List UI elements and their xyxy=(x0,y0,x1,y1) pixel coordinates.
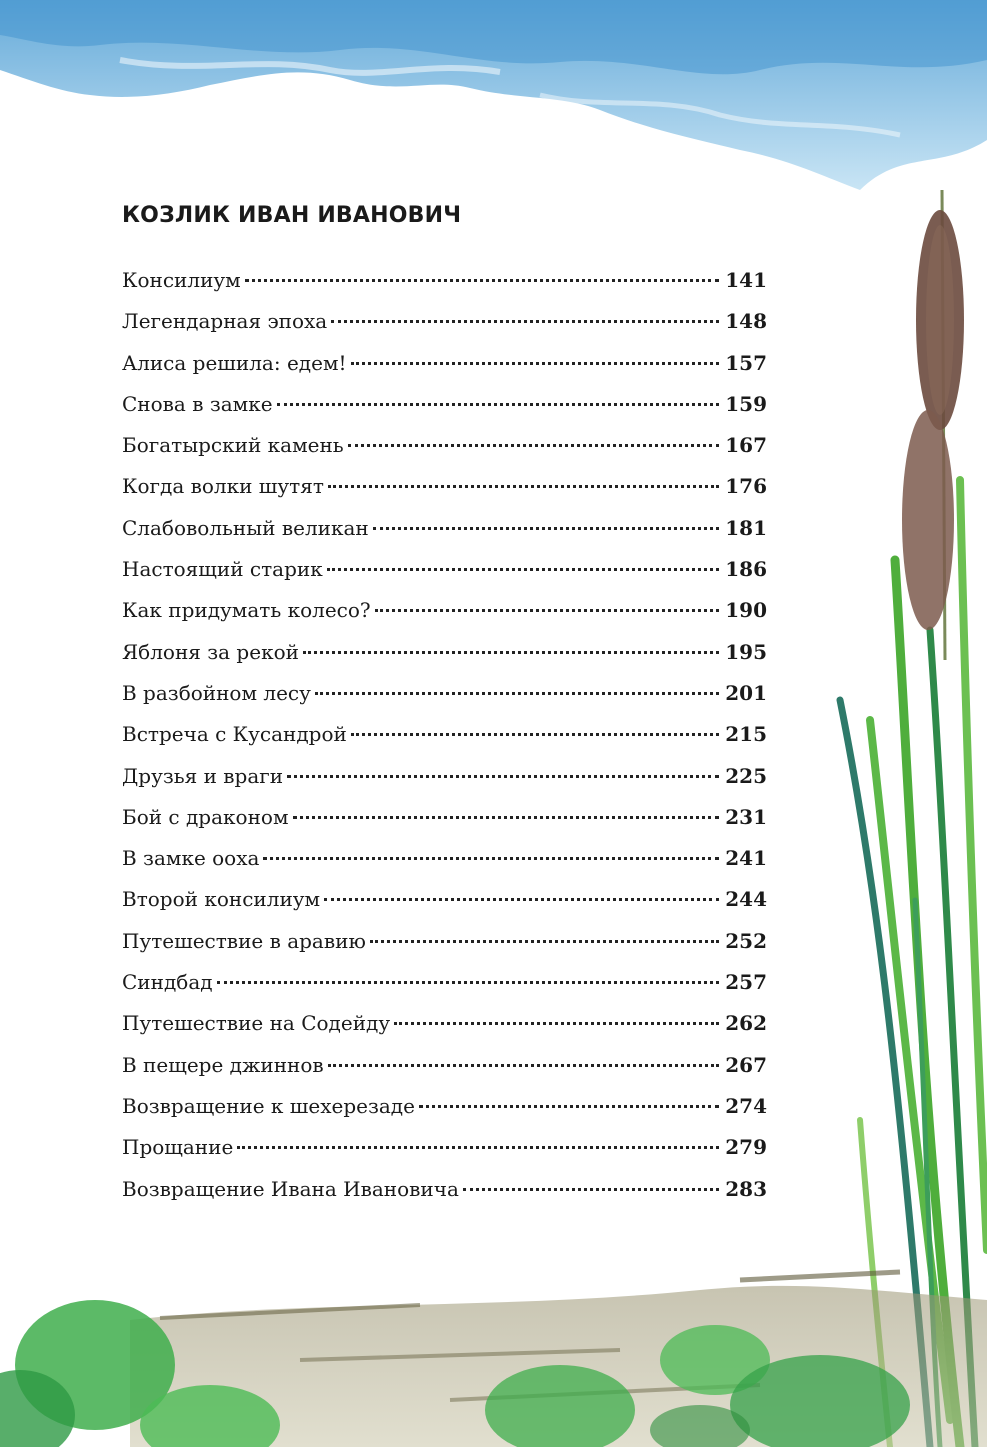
toc-entry[interactable] xyxy=(122,388,767,429)
toc-entry[interactable] xyxy=(122,842,767,883)
toc-entry[interactable] xyxy=(122,760,767,801)
dot-leader xyxy=(287,774,719,778)
toc-entry-title: Как придумать колесо? xyxy=(122,598,371,623)
dot-leader xyxy=(277,402,720,406)
toc-entry-page-number: 257 xyxy=(725,970,767,995)
toc-entry-title: Путешествие в аравию xyxy=(122,928,366,953)
toc-entry-page-number: 262 xyxy=(725,1011,767,1036)
toc-entry-title: Яблоня за рекой xyxy=(122,639,299,664)
toc-entry-page-number: 159 xyxy=(725,391,767,416)
toc-entry[interactable] xyxy=(122,1049,767,1090)
toc-entry-page-number: 148 xyxy=(725,309,767,334)
toc-entry[interactable] xyxy=(122,305,767,346)
dot-leader xyxy=(303,650,719,654)
toc-entry[interactable] xyxy=(122,1090,767,1131)
dot-leader xyxy=(419,1104,719,1108)
dot-leader xyxy=(370,939,719,943)
toc-entry[interactable] xyxy=(122,264,767,305)
sky-wash xyxy=(0,0,987,190)
dot-leader xyxy=(351,732,719,736)
toc-entry[interactable] xyxy=(122,347,767,388)
dot-leader xyxy=(373,526,720,530)
dot-leader xyxy=(328,1063,720,1067)
toc-entry-page-number: 225 xyxy=(725,763,767,788)
dot-leader xyxy=(328,484,719,488)
toc-entry-title: Снова в замке xyxy=(122,391,273,416)
toc-entry[interactable] xyxy=(122,966,767,1007)
toc-entry-page-number: 141 xyxy=(725,268,767,292)
toc-entry-page-number: 176 xyxy=(725,474,767,499)
toc-entry[interactable] xyxy=(122,553,767,594)
toc-entry-page-number: 195 xyxy=(725,639,767,664)
toc-entry-title: Богатырский камень xyxy=(122,433,344,458)
dot-leader xyxy=(327,567,720,571)
toc-entry[interactable] xyxy=(122,470,767,511)
toc-entry-page-number: 181 xyxy=(725,515,767,540)
dot-leader xyxy=(263,856,719,860)
toc-entry-page-number: 231 xyxy=(725,804,767,829)
toc-entry-title: Консилиум xyxy=(122,268,241,292)
dot-leader xyxy=(394,1021,719,1025)
dot-leader xyxy=(463,1187,719,1191)
toc-entry-title: Бой с драконом xyxy=(122,804,289,829)
toc-entry-page-number: 241 xyxy=(725,846,767,871)
toc-entry-page-number: 252 xyxy=(725,928,767,953)
toc-entry[interactable] xyxy=(122,677,767,718)
toc-entry-page-number: 201 xyxy=(725,680,767,705)
toc-entry-title: Встреча с Кусандрой xyxy=(122,722,347,747)
toc-entry-title: Друзья и враги xyxy=(122,763,284,788)
toc-entry[interactable] xyxy=(122,801,767,842)
dot-leader xyxy=(375,608,720,612)
toc-entry-title: Когда волки шутят xyxy=(122,474,324,499)
table-of-contents xyxy=(122,264,767,1214)
dot-leader xyxy=(315,691,719,695)
toc-entry[interactable] xyxy=(122,429,767,470)
dot-leader xyxy=(324,897,719,901)
toc-entry-title: Настоящий старик xyxy=(122,557,323,582)
toc-entry[interactable] xyxy=(122,925,767,966)
toc-entry-page-number: 215 xyxy=(725,722,767,747)
toc-entry-page-number: 244 xyxy=(725,887,767,912)
toc-entry-title: В замке ооха xyxy=(122,846,260,871)
dot-leader xyxy=(331,319,719,323)
toc-entry-title: Алиса решила: едем! xyxy=(122,350,347,375)
toc-entry-page-number: 283 xyxy=(725,1176,767,1201)
toc-entry[interactable] xyxy=(122,636,767,677)
toc-entry-page-number: 157 xyxy=(725,350,767,375)
toc-entry-title: Легендарная эпоха xyxy=(122,309,328,334)
toc-entry-title: Возвращение Ивана Ивановича xyxy=(122,1176,459,1201)
toc-entry-title: Путешествие на Содейду xyxy=(122,1011,391,1036)
dot-leader xyxy=(351,361,720,365)
toc-entry[interactable] xyxy=(122,1131,767,1172)
toc-entry-page-number: 190 xyxy=(725,598,767,623)
cattails xyxy=(902,190,964,660)
toc-entry-page-number: 267 xyxy=(725,1052,767,1077)
toc-entry[interactable] xyxy=(122,1007,767,1048)
toc-entry-title: В разбойном лесу xyxy=(122,680,311,705)
toc-entry-title: Слабовольный великан xyxy=(122,515,369,540)
toc-entry[interactable] xyxy=(122,512,767,553)
toc-entry[interactable] xyxy=(122,883,767,924)
dot-leader xyxy=(348,443,720,447)
section-title: КОЗЛИК ИВАН ИВАНОВИЧ xyxy=(122,202,462,228)
dot-leader xyxy=(237,1145,719,1149)
toc-entry-title: Второй консилиум xyxy=(122,887,321,912)
toc-entry-title: Прощание xyxy=(122,1135,234,1160)
dot-leader xyxy=(217,980,720,984)
toc-entry-page-number: 279 xyxy=(725,1135,767,1160)
toc-entry-title: Синдбад xyxy=(122,970,213,995)
toc-entry-page-number: 274 xyxy=(725,1093,767,1118)
toc-entry[interactable] xyxy=(122,718,767,759)
toc-entry-page-number: 186 xyxy=(725,557,767,582)
toc-entry-title: Возвращение к шехерезаде xyxy=(122,1093,415,1118)
dot-leader xyxy=(245,278,720,282)
toc-entry-page-number: 167 xyxy=(725,433,767,458)
toc-entry[interactable] xyxy=(122,594,767,635)
toc-entry[interactable] xyxy=(122,1173,767,1214)
dot-leader xyxy=(293,815,720,819)
toc-entry-title: В пещере джиннов xyxy=(122,1052,324,1077)
